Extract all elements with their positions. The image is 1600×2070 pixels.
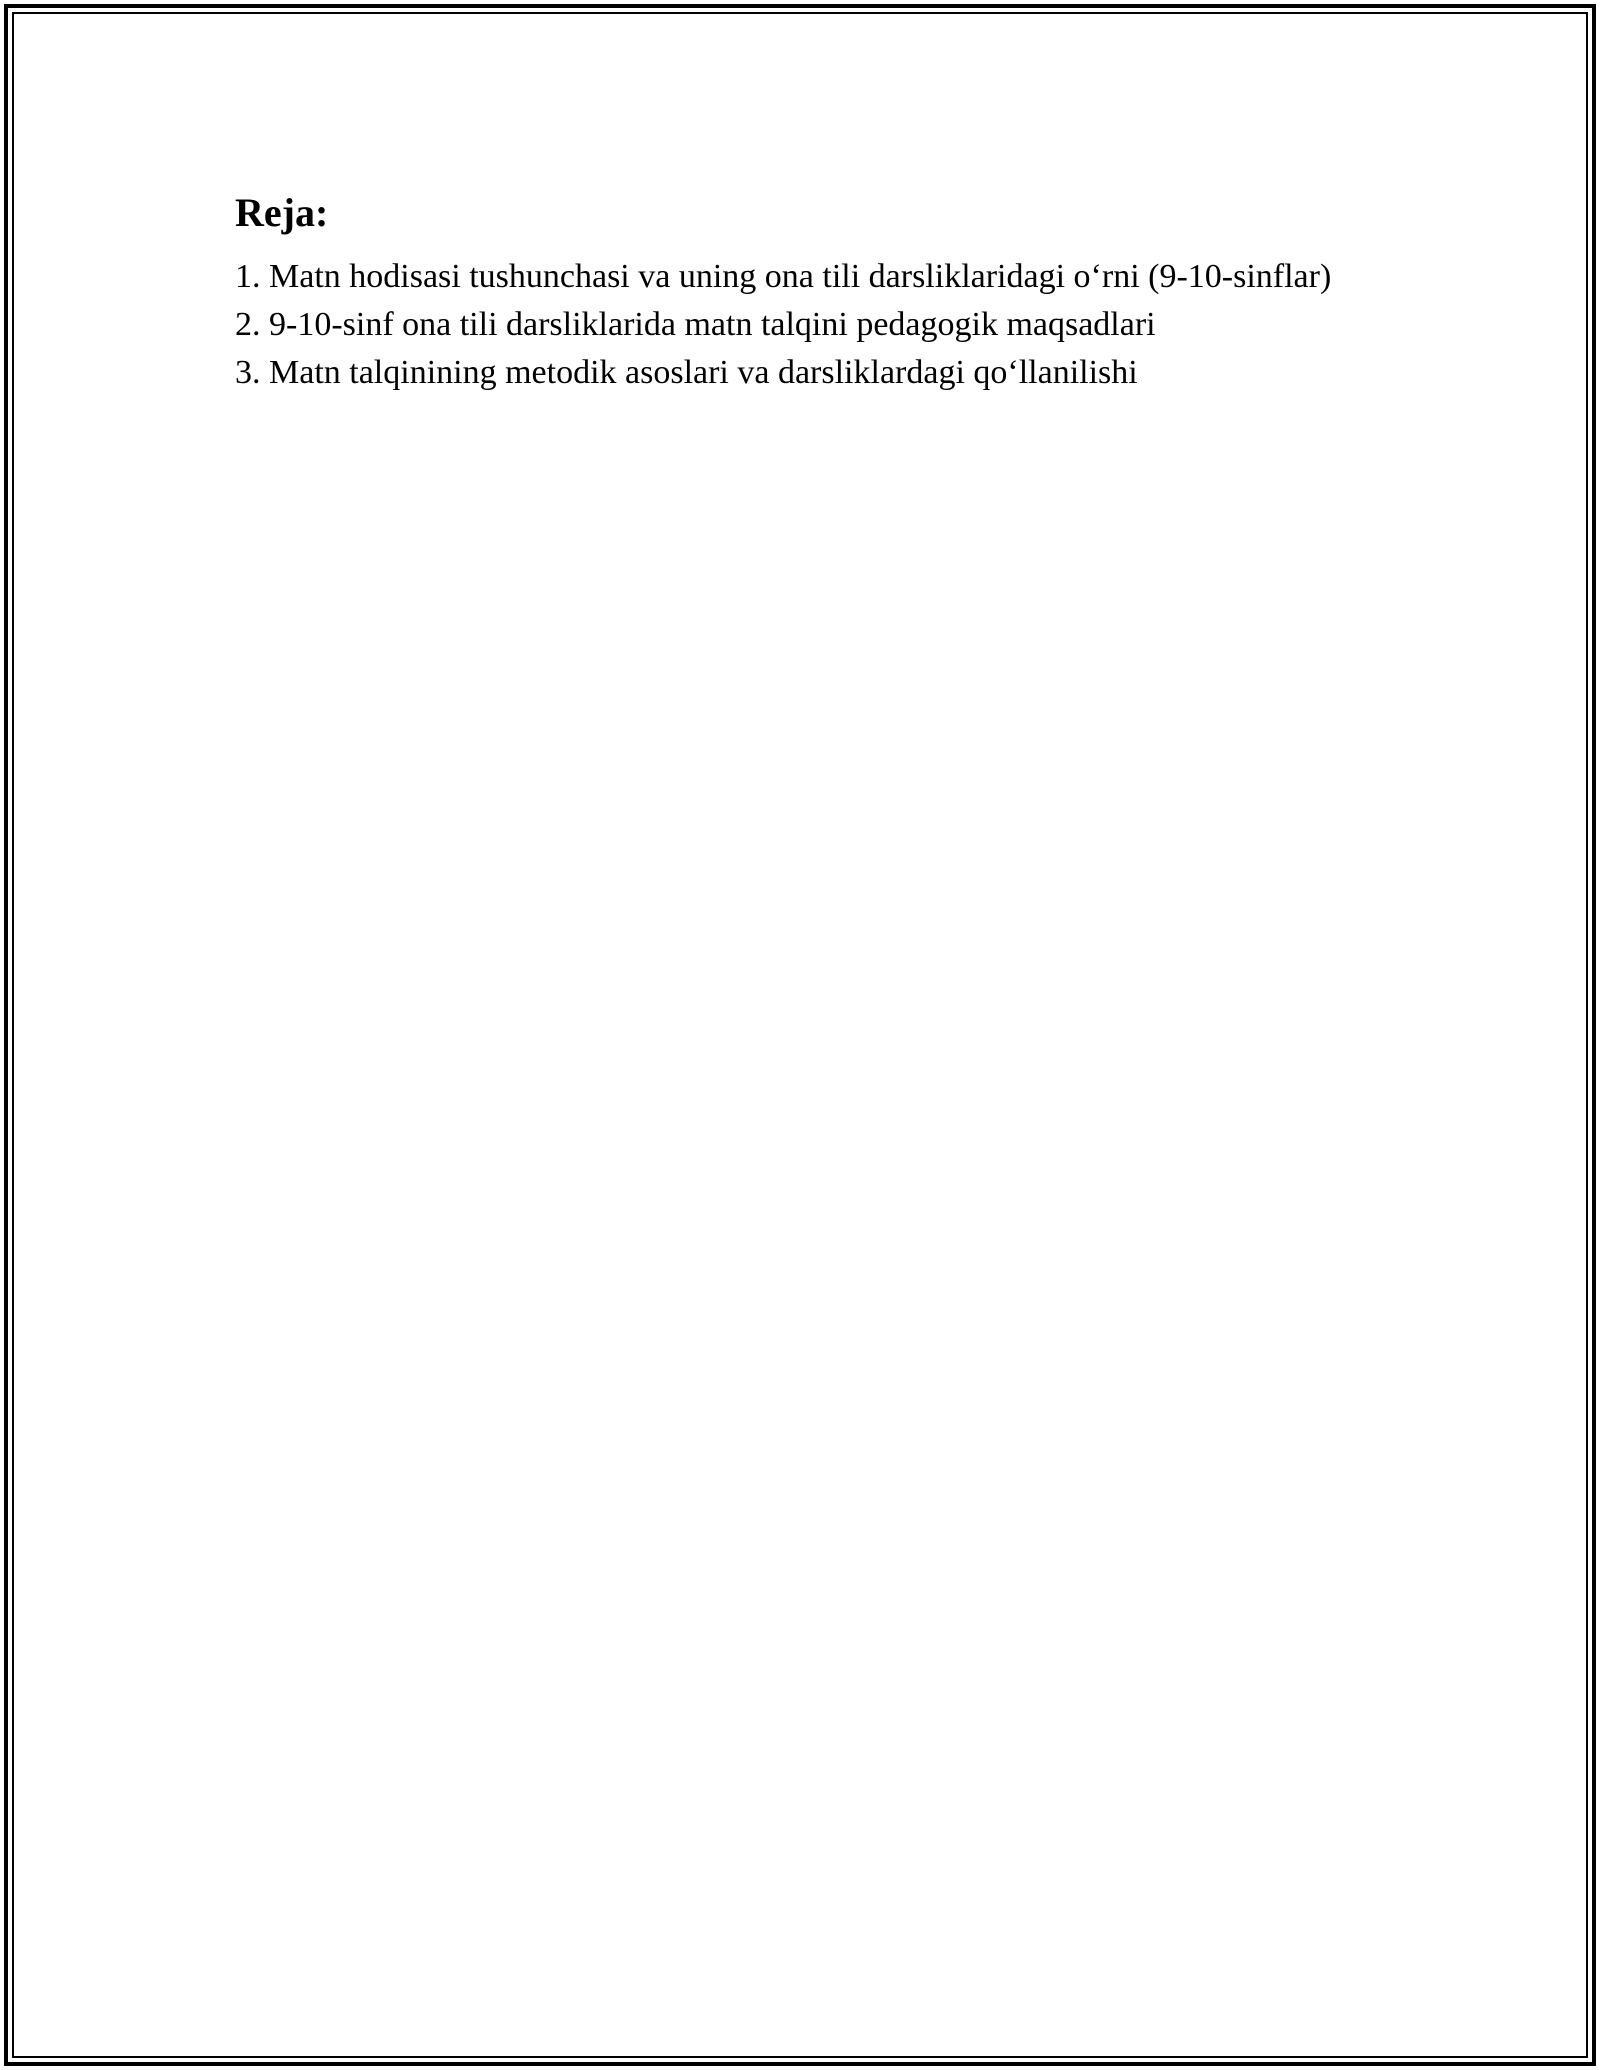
plan-item-3: 3. Matn talqinining metodik asoslari va darsliklardagi qo‘llanilishi [235, 354, 1138, 391]
page-heading: Reja: [235, 190, 329, 235]
plan-item-1: 1. Matn hodisasi tushunchasi va uning ona tili darsliklaridagi o‘rni (9-10-sinflar) [235, 258, 1332, 295]
page-content [235, 185, 1355, 397]
plan-list [235, 253, 1355, 397]
plan-item-2: 2. 9-10-sinf ona tili darsliklarida matn talqini pedagogik maqsadlari [235, 306, 1156, 343]
